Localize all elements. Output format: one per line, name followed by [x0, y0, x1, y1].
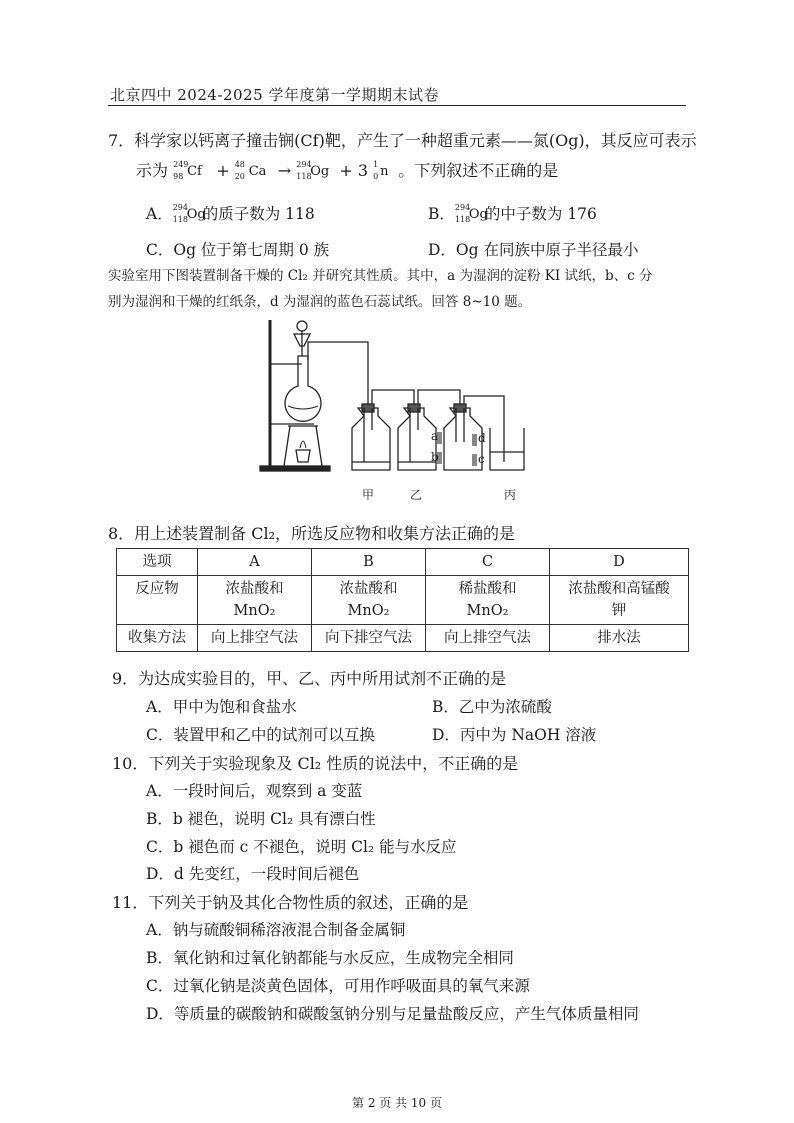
intro-line1: 实验室用下图装置制备干燥的 Cl₂ 并研究其性质。其中，a 为湿润的淀粉 KI 试纸，b、c 分 — [108, 268, 653, 284]
q8-options-table — [116, 548, 689, 652]
table-cell: 收集方法 — [117, 625, 198, 652]
q11-stem: 11．下列关于钠及其化合物性质的叙述，正确的是 — [112, 893, 469, 912]
q11-option-a: A．钠与硫酸铜稀溶液混合制备金属铜 — [146, 921, 406, 939]
q7-stem-prefix: 示为 — [136, 161, 169, 180]
label-bing: 丙 — [504, 488, 517, 502]
q7-option-c: C．Og 位于第七周期 0 族 — [146, 241, 330, 259]
q10-option-a: A．一段时间后，观察到 a 变蓝 — [146, 782, 363, 800]
table-cell: C — [426, 549, 550, 576]
q7-option-d: D．Og 在同族中原子半径最小 — [428, 241, 639, 259]
q9-stem: 9．为达成实验目的，甲、乙、丙中所用试剂不正确的是 — [112, 669, 507, 688]
table-cell: D — [550, 549, 689, 576]
label-b: b — [431, 450, 439, 464]
q10-option-b: B．b 褪色，说明 Cl₂ 具有漂白性 — [146, 810, 376, 828]
q10-option-d: D．d 先变红，一段时间后褪色 — [146, 865, 360, 883]
exam-header: 北京四中 2024-2025 学年度第一学期期末试卷 — [110, 86, 439, 104]
apparatus-diagram — [258, 312, 530, 474]
q9-option-d: D．丙中为 NaOH 溶液 — [432, 726, 597, 744]
table-cell: 选项 — [117, 549, 198, 576]
label-c: c — [478, 452, 485, 466]
table-cell: B — [312, 549, 426, 576]
table-cell: 浓盐酸和 MnO₂ — [198, 576, 312, 625]
q10-stem: 10．下列关于实验现象及 Cl₂ 性质的说法中，不正确的是 — [112, 754, 519, 773]
table-cell: 向上排空气法 — [198, 625, 312, 652]
q11-option-d: D．等质量的碳酸钠和碳酸氢钠分别与足量盐酸反应，产生气体质量相同 — [146, 1005, 639, 1023]
q11-option-b: B．氧化钠和过氧化钠都能与水反应，生成物完全相同 — [146, 949, 514, 967]
table-cell: A — [198, 549, 312, 576]
nuclide-cf: 249 98 Cf — [173, 159, 202, 181]
q9-option-b: B．乙中为浓硫酸 — [432, 698, 552, 716]
label-jia: 甲 — [362, 488, 375, 502]
intro-line2: 别为湿润和干燥的红纸条，d 为湿润的蓝色石蕊试纸。回答 8~10 题。 — [108, 294, 532, 310]
table-cell: 排水法 — [550, 625, 689, 652]
nuclide-ca: 48 20 Ca — [234, 159, 267, 181]
q7-option-a: A． 294 118 Og 的质子数为 118 — [146, 203, 315, 224]
header-rule — [108, 105, 686, 106]
table-cell: 向下排空气法 — [312, 625, 426, 652]
table-row — [117, 576, 689, 625]
table-cell: 向上排空气法 — [426, 625, 550, 652]
q8-stem: 8．用上述装置制备 Cl₂，所选反应物和收集方法正确的是 — [108, 524, 516, 543]
q7-stem-line1: 7．科学家以钙离子撞击锎(Cf)靶，产生了一种超重元素——氮(Og)，其反应可表示 — [108, 131, 697, 150]
table-row — [117, 625, 689, 652]
q11-option-c: C．过氧化钠是淡黄色固体，可用作呼吸面具的氧气来源 — [146, 977, 530, 995]
label-a: a — [431, 429, 439, 443]
table-cell: 浓盐酸和高锰酸 钾 — [550, 576, 689, 625]
page-footer: 第 2 页 共 10 页 — [352, 1096, 442, 1110]
q7-stem-line2: 示为 249 98 Cf + 48 20 Ca → 294 118 Og + 3 1 0 n 。下列叙述不正确的是 — [136, 159, 559, 181]
nuclide-n: 1 0 n — [373, 159, 389, 181]
q7-stem-suffix: 。下列叙述不正确的是 — [398, 161, 559, 180]
table-cell: 稀盐酸和 MnO₂ — [426, 576, 550, 625]
label-d: d — [478, 431, 486, 445]
nuclide-og: 294 118 Og — [296, 159, 330, 181]
q9-option-a: A．甲中为饱和食盐水 — [146, 698, 297, 716]
table-row — [117, 549, 689, 576]
table-cell: 反应物 — [117, 576, 198, 625]
table-cell: 浓盐酸和 MnO₂ — [312, 576, 426, 625]
q9-option-c: C．装置甲和乙中的试剂可以互换 — [146, 726, 375, 744]
label-yi: 乙 — [410, 488, 423, 502]
q7-option-b: B． 294 118 Og 的中子数为 176 — [428, 203, 597, 224]
q10-option-c: C．b 褪色而 c 不褪色，说明 Cl₂ 能与水反应 — [146, 838, 457, 856]
